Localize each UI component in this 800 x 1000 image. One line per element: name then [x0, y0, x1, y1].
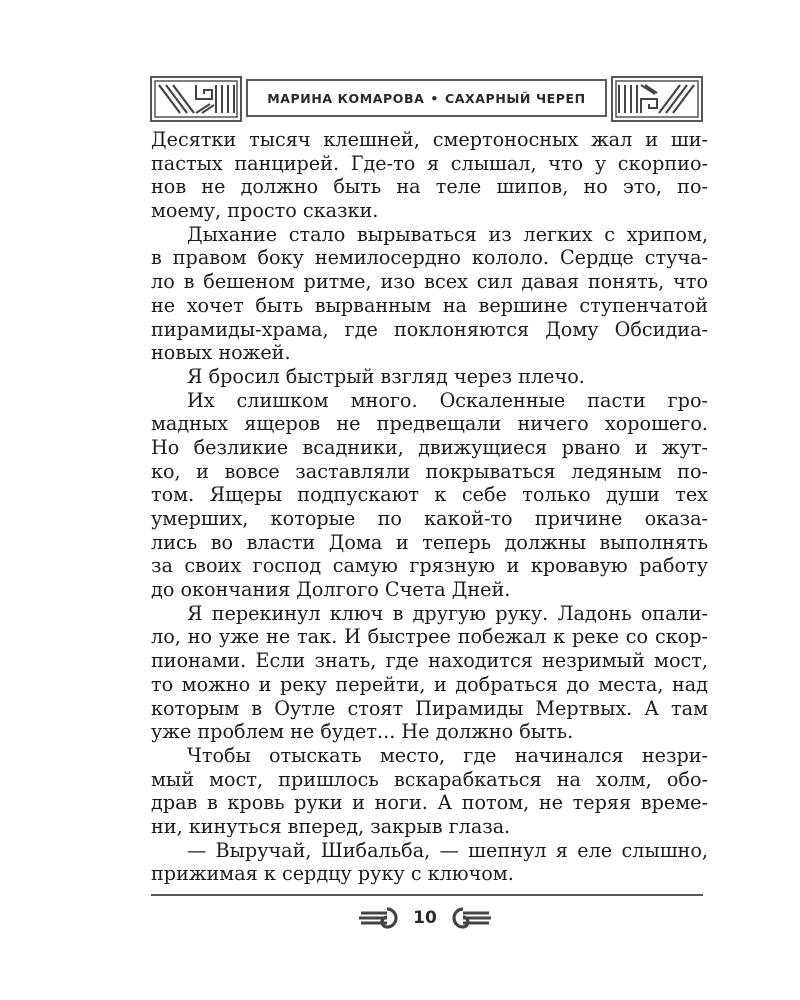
text-line: Я бросил быстрый взгляд через плечо. [187, 364, 585, 388]
text-line: которым в Оутле стоят Пирамиды Мертвых. А там [151, 696, 708, 720]
text-line: умерших, которые по какой-то причине оказа- [151, 507, 708, 530]
text-line: ко, и вовсе заставляли покрываться ледяным по- [151, 459, 708, 483]
text-line: Десятки тысяч клешней, смертоносных жал и ши- [151, 128, 708, 151]
text-line: прижимая к сердцу руку с ключом. [151, 862, 514, 886]
text-line: уже проблем не будет... Не должно быть. [151, 720, 574, 744]
page-footer [345, 898, 505, 938]
swirl-left-icon [357, 904, 409, 932]
footer-rule [151, 894, 703, 896]
text-line: то можно и реку перейти, и добраться до места, над [151, 672, 708, 696]
header-author: МАРИНА КОМАРОВА [267, 90, 425, 106]
page-number: 10 [413, 908, 437, 928]
text-line: моему, просто сказки. [151, 199, 379, 223]
ornament-left-icon [150, 76, 242, 122]
text-line: том. Ящеры подпускают к себе только души тех [151, 483, 708, 507]
text-line: ни, кинуться вперед, закрыв глаза. [151, 814, 511, 838]
running-header [150, 76, 703, 122]
header-book-title: САХАРНЫЙ ЧЕРЕП [445, 90, 586, 106]
swirl-right-icon [441, 904, 493, 932]
text-line: Чтобы отыскать место, где начинался незри- [187, 743, 708, 767]
text-line: лись во власти Дома и теперь должны выполнять [151, 530, 708, 554]
text-line: мадных ящеров не предвещали ничего хорошего. [151, 412, 708, 436]
text-line: ло в бешеном ритме, изо всех сил давая понять, что [151, 270, 708, 294]
text-line: новых ножей. [151, 341, 291, 365]
text-line: за своих господ самую грязную и кровавую работу [151, 554, 708, 578]
text-line: пионами. Если знать, где находится незримый мост, [151, 649, 708, 673]
text-line: Я перекинул ключ в другую руку. Ладонь опали- [187, 601, 708, 625]
text-line: пастых панцирей. Где-то я слышал, что у скорпио- [151, 151, 708, 175]
text-line: до окончания Долгого Счета Дней. [151, 578, 511, 602]
text-line: Дыхание стало вырываться из легких с хрипом, [187, 222, 708, 246]
text-line: в правом боку немилосердно кололо. Сердце стуча- [151, 246, 708, 270]
text-line: Их слишком много. Оскаленные пасти гро- [187, 388, 708, 412]
text-line: Но безликие всадники, движущиеся рвано и жут- [151, 435, 708, 459]
header-separator: • [430, 90, 439, 106]
header-title-box [246, 79, 607, 117]
text-line: мый мост, пришлось вскарабкаться на холм, обо- [151, 767, 708, 791]
text-line: нов не должно быть на теле шипов, но это, по- [151, 175, 708, 199]
page-body-text [151, 128, 708, 886]
text-line: ло, но уже не так. И быстрее побежал к реке со скор- [151, 625, 708, 649]
ornament-right-icon [611, 76, 703, 122]
text-line: — Выручай, Шибальба, — шепнул я еле слышно, [187, 838, 708, 862]
text-line: не хочет быть вырванным на вершине ступенчатой [151, 293, 708, 317]
text-line: драв в кровь руки и ноги. А потом, не теряя време- [151, 791, 708, 815]
text-line: пирамиды-храма, где поклоняются Дому Обсидиа- [151, 317, 708, 341]
